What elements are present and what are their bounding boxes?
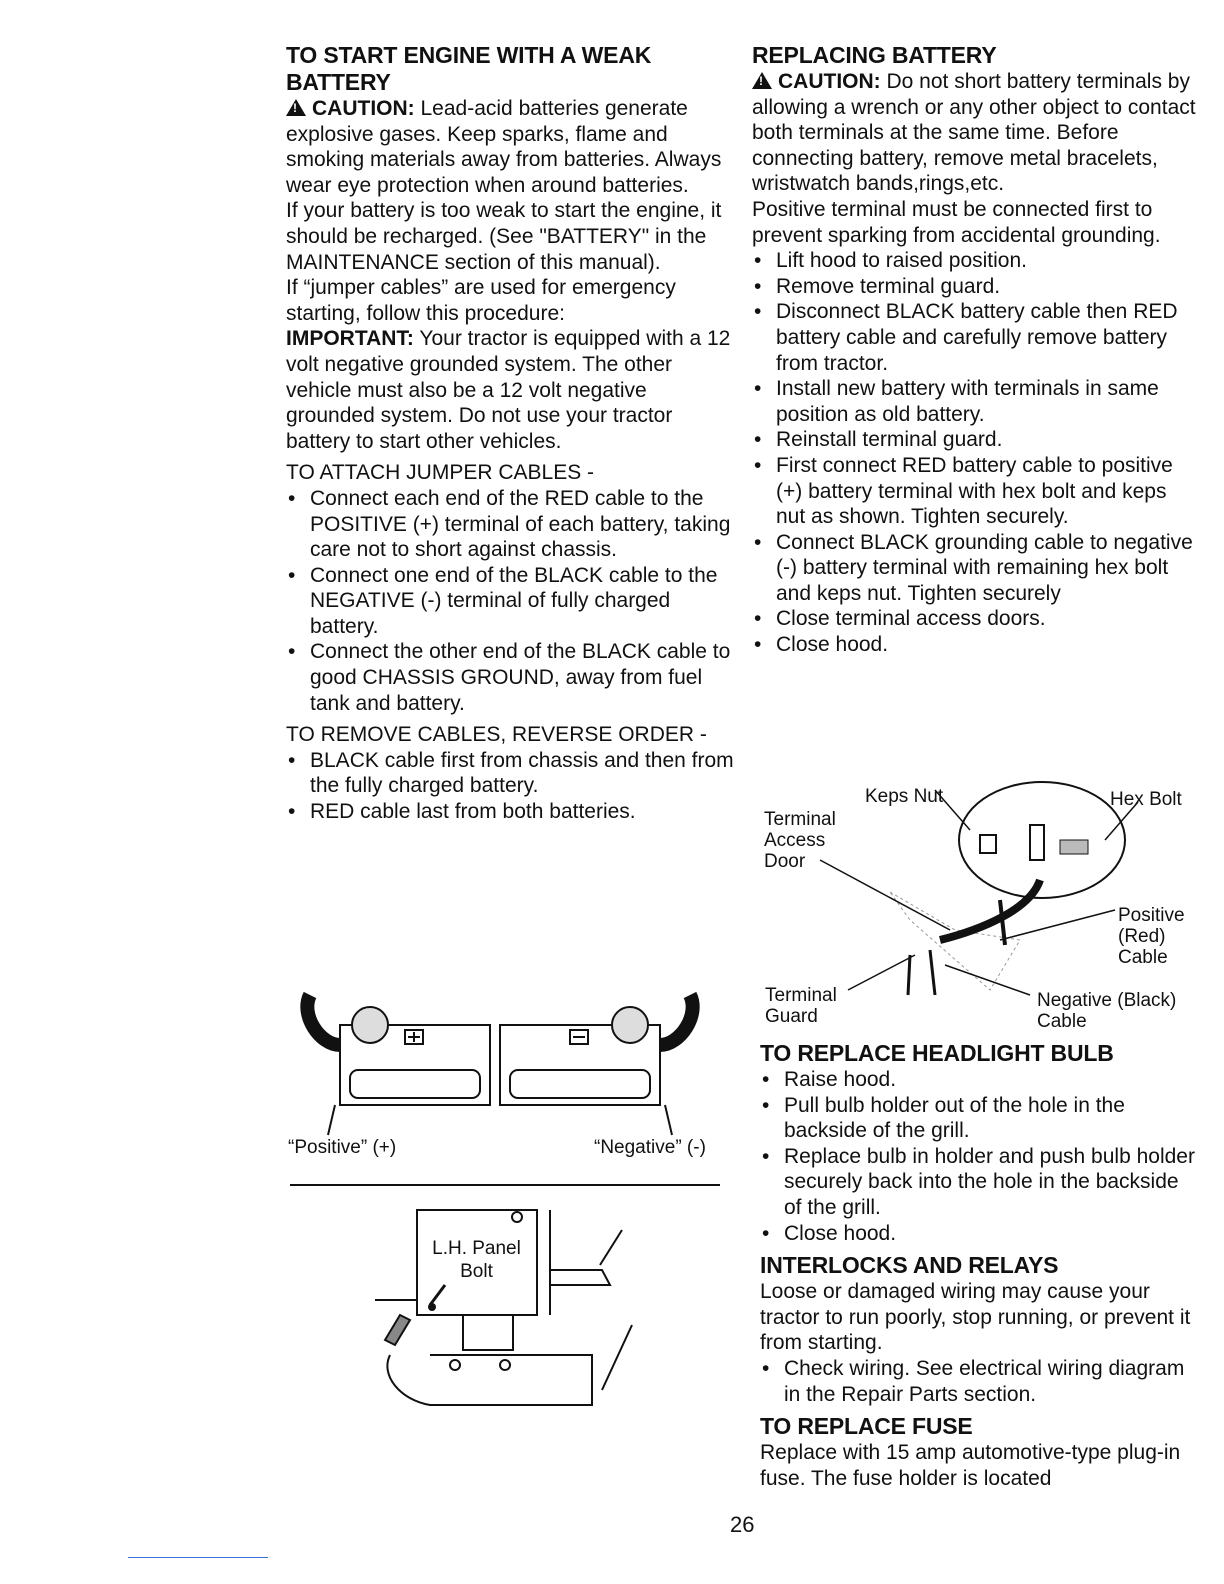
left-column xyxy=(286,42,734,825)
battery-jumper-figure xyxy=(300,975,710,1145)
fuse-heading: TO REPLACE FUSE xyxy=(760,1413,973,1440)
weak-battery-caution: !CAUTION: Lead-acid batteries generate explosive gases. Keep sparks, flame and smoking materials away from batteries. Always wear eye protection when around batteries. xyxy=(286,96,734,198)
list-item: • Close terminal access doors. xyxy=(752,606,1198,632)
remove-list xyxy=(286,748,734,825)
warning-icon xyxy=(286,99,306,116)
negative-cable-label: Negative (Black) Cable xyxy=(1037,990,1177,1032)
positive-terminal-label: “Positive” (+) xyxy=(288,1137,397,1158)
list-item: • Close hood. xyxy=(752,632,1198,658)
hex-bolt-label: Hex Bolt xyxy=(1110,789,1182,810)
terminal-guard-label: Terminal Guard xyxy=(765,985,837,1027)
list-item: • BLACK cable first from chassis and then from the fully charged battery. xyxy=(286,748,734,799)
list-item: • Remove terminal guard. xyxy=(752,274,1198,300)
jumper-paragraph: If “jumper cables” are used for emergency starting, follow this procedure: xyxy=(286,276,676,325)
fuse-paragraph: Replace with 15 amp automotive-type plug-in fuse. The fuse holder is located xyxy=(760,1441,1181,1490)
interlocks-heading: INTERLOCKS AND RELAYS xyxy=(760,1252,1059,1279)
list-item: • Replace bulb in holder and push bulb holder securely back into the hole in the backside of the grill. xyxy=(760,1144,1200,1221)
recharge-paragraph: If your battery is too weak to start the engine, it should be recharged. (See "BATTERY" in the MAINTENANCE section of this manual). xyxy=(286,199,722,274)
remove-heading: TO REMOVE CABLES, REVERSE ORDER - xyxy=(286,723,707,747)
list-item: • Close hood. xyxy=(760,1221,1200,1247)
list-item: • Pull bulb holder out of the hole in the backside of the grill. xyxy=(760,1093,1200,1144)
terminal-access-door-label: Terminal Access Door xyxy=(764,809,836,872)
list-item: • Connect BLACK grounding cable to negative (-) battery terminal with remaining hex bolt and keps nut. Tighten securely xyxy=(752,530,1198,607)
interlocks-paragraph: Loose or damaged wiring may cause your tractor to run poorly, stop running, or prevent it from starting. xyxy=(760,1280,1191,1355)
right-column-lower xyxy=(760,1040,1200,1491)
list-item: • Disconnect BLACK battery cable then RED battery cable and carefully remove battery from tractor. xyxy=(752,299,1198,376)
interlocks-list xyxy=(760,1356,1200,1407)
right-column xyxy=(752,42,1198,658)
warning-icon xyxy=(752,72,772,89)
important-paragraph: IMPORTANT: Your tractor is equipped with a 12 volt negative grounded system. The other vehicle must also be a 12 volt negative grounded system. Do not use your tractor battery to start other vehicles. xyxy=(286,327,731,453)
footer-link-underline xyxy=(128,1557,268,1558)
list-item: • First connect RED battery cable to positive (+) battery terminal with hex bolt and keps nut as shown. Tighten securely. xyxy=(752,453,1198,530)
replacing-battery-heading: REPLACING BATTERY xyxy=(752,42,997,68)
positive-cable-label: Positive (Red) Cable xyxy=(1118,905,1185,968)
list-item: • Lift hood to raised position. xyxy=(752,248,1198,274)
list-item: • Connect the other end of the BLACK cable to good CHASSIS GROUND, away from fuel tank and battery. xyxy=(286,639,734,716)
attach-list xyxy=(286,486,734,716)
replacing-battery-caution: !CAUTION: Do not short battery terminals by allowing a wrench or any other object to contact both terminals at the same time. Before connecting battery, remove metal bracelets, wristwatch bands,rings,etc. xyxy=(752,69,1198,197)
headlight-list xyxy=(760,1067,1200,1246)
attach-heading: TO ATTACH JUMPER CABLES - xyxy=(286,461,595,485)
list-item: • Connect one end of the BLACK cable to the NEGATIVE (-) terminal of fully charged battery. xyxy=(286,563,734,640)
list-item: • Install new battery with terminals in same position as old battery. xyxy=(752,376,1198,427)
list-item: • Connect each end of the RED cable to the POSITIVE (+) terminal of each battery, taking care not to short against chassis. xyxy=(286,486,734,563)
keps-nut-label: Keps Nut xyxy=(865,786,944,807)
list-item: • Raise hood. xyxy=(760,1067,1200,1093)
replace-battery-list xyxy=(752,248,1198,658)
panel-bolt-label: L.H. Panel Bolt xyxy=(432,1238,521,1282)
positive-first-paragraph: Positive terminal must be connected first to prevent sparking from accidental grounding. xyxy=(752,197,1161,247)
negative-terminal-label: “Negative” (-) xyxy=(594,1137,706,1158)
page-number: 26 xyxy=(730,1512,755,1537)
list-item: • Check wiring. See electrical wiring diagram in the Repair Parts section. xyxy=(760,1356,1200,1407)
list-item: • Reinstall terminal guard. xyxy=(752,427,1198,453)
headlight-heading: TO REPLACE HEADLIGHT BULB xyxy=(760,1040,1114,1066)
weak-battery-heading: TO START ENGINE WITH A WEAK BATTERY xyxy=(286,42,652,95)
list-item: • RED cable last from both batteries. xyxy=(286,799,734,825)
section-divider xyxy=(290,1184,720,1186)
